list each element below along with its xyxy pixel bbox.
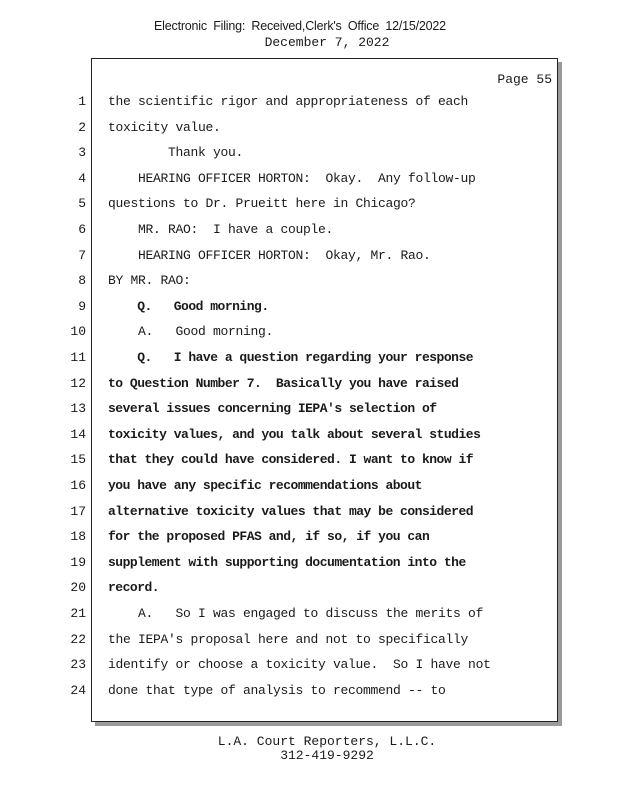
- line-number: 12: [70, 376, 86, 391]
- line-text: to Question Number 7. Basically you have raised: [108, 376, 459, 391]
- line-number: 11: [70, 350, 86, 365]
- line-number: 8: [78, 273, 86, 288]
- line-number: 13: [70, 401, 86, 416]
- line-number: 16: [70, 478, 86, 493]
- line-text: supplement with supporting documentation into the: [108, 555, 466, 570]
- line-text: alternative toxicity values that may be considered: [108, 504, 474, 519]
- line-number: 2: [78, 120, 86, 135]
- line-text: that they could have considered. I want to know if: [108, 452, 474, 467]
- hearing-date: December 7, 2022: [264, 35, 390, 50]
- line-number: 10: [70, 324, 86, 339]
- line-text: Q. I have a question regarding your response: [108, 350, 474, 365]
- line-number: 9: [78, 299, 86, 314]
- reporter-phone: 312-419-9292: [280, 748, 374, 763]
- line-number: 15: [70, 452, 86, 467]
- line-text: you have any specific recommendations about: [108, 478, 422, 493]
- line-text: toxicity value.: [108, 120, 221, 135]
- line-number: 20: [70, 580, 86, 595]
- line-text: toxicity values, and you talk about several studies: [108, 427, 481, 442]
- page-number: Page 55: [497, 72, 552, 87]
- line-text: HEARING OFFICER HORTON: Okay, Mr. Rao.: [108, 248, 431, 263]
- line-text: Q. Good morning.: [108, 299, 269, 314]
- line-text: identify or choose a toxicity value. So I have not: [108, 657, 491, 672]
- line-text: the scientific rigor and appropriateness of each: [108, 94, 469, 109]
- filing-stamp: Electronic Filing: Received,Clerk's Office 12/15/2022: [154, 19, 446, 33]
- line-number: 6: [78, 222, 86, 237]
- line-number: 5: [78, 196, 86, 211]
- line-text: HEARING OFFICER HORTON: Okay. Any follow-up: [108, 171, 476, 186]
- line-number: 3: [78, 145, 86, 160]
- line-number: 17: [70, 504, 86, 519]
- line-number: 21: [70, 606, 86, 621]
- line-number: 4: [78, 171, 86, 186]
- reporter-company: L.A. Court Reporters, L.L.C.: [217, 734, 437, 749]
- line-number: 24: [70, 683, 86, 698]
- line-text: A. Good morning.: [108, 324, 274, 339]
- line-number: 23: [70, 657, 86, 672]
- line-number: 22: [70, 632, 86, 647]
- line-text: for the proposed PFAS and, if so, if you can: [108, 529, 430, 544]
- line-number: 19: [70, 555, 86, 570]
- line-text: MR. RAO: I have a couple.: [108, 222, 334, 237]
- line-number: 1: [78, 94, 86, 109]
- line-number: 7: [78, 248, 86, 263]
- line-text: several issues concerning IEPA's selection of: [108, 401, 437, 416]
- line-number: 14: [70, 427, 86, 442]
- line-text: BY MR. RAO:: [108, 273, 191, 288]
- line-number: 18: [70, 529, 86, 544]
- line-text: the IEPA's proposal here and not to specifically: [108, 632, 469, 647]
- line-text: questions to Dr. Prueitt here in Chicago?: [108, 196, 416, 211]
- line-text: done that type of analysis to recommend -- to: [108, 683, 446, 698]
- line-text: record.: [108, 580, 160, 595]
- line-text: A. So I was engaged to discuss the merits of: [108, 606, 484, 621]
- line-text: Thank you.: [108, 145, 244, 160]
